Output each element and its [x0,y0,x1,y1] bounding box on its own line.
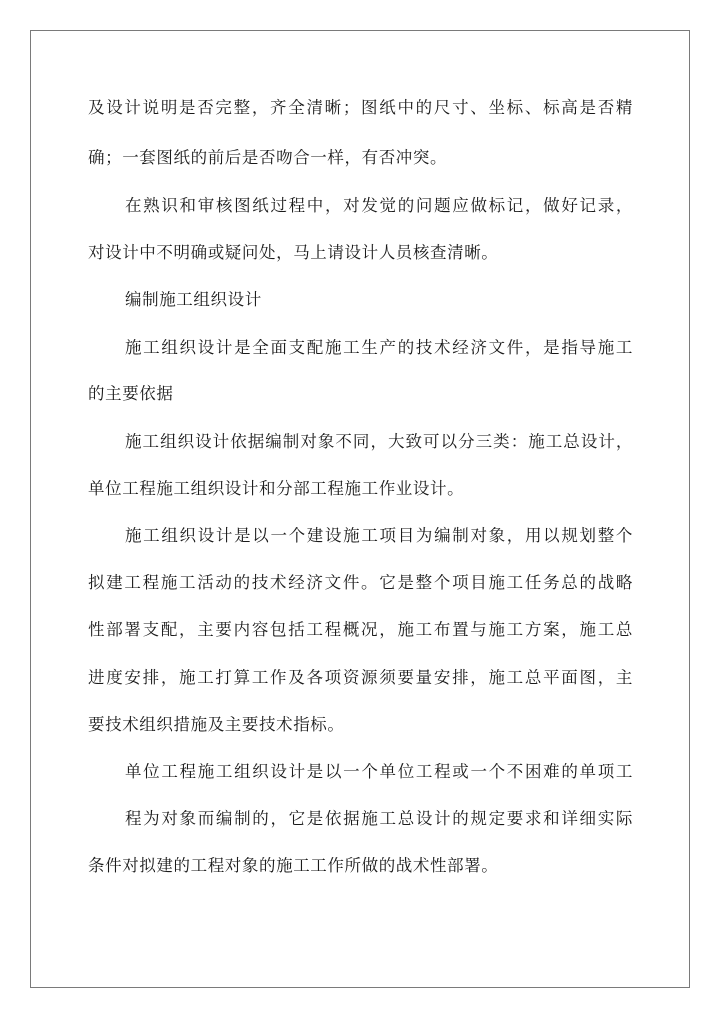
text-line: 进度安排，施工打算工作及各项资源须要量安排，施工总平面图，主 [88,668,633,687]
text-line: 拟建工程施工活动的技术经济文件。它是整个项目施工任务总的战略 [88,573,633,592]
text-line: 施工组织设计依据编制对象不同，大致可以分三类：施工总设计， [125,432,633,451]
text-line: 在熟识和审核图纸过程中，对发觉的问题应做标记，做好记录， [125,196,633,215]
text-line: 及设计说明是否完整，齐全清晰；图纸中的尺寸、坐标、标高是否精 [88,98,633,117]
text-line: 单位工程施工组织设计是以一个单位工程或一个不困难的单项工 [125,762,633,781]
text-line: 程为对象而编制的，它是依据施工总设计的规定要求和详细实际 [125,809,633,828]
text-line: 施工组织设计是以一个建设施工项目为编制对象，用以规划整个 [125,526,633,545]
text-line: 施工组织设计是全面支配施工生产的技术经济文件，是指导施工 [125,338,633,357]
text-line: 单位工程施工组织设计和分部工程施工作业设计。 [88,479,465,498]
page-border [30,30,690,988]
text-line: 条件对拟建的工程对象的施工工作所做的战术性部署。 [88,856,499,875]
text-line: 确；一套图纸的前后是否吻合一样，有否冲突。 [88,148,448,167]
text-line: 性部署支配，主要内容包括工程概况，施工布置与施工方案，施工总 [88,620,633,639]
text-line: 对设计中不明确或疑问处，马上请设计人员核查清晰。 [88,243,499,262]
text-line: 的主要依据 [88,384,174,403]
text-line: 要技术组织措施及主要技术指标。 [88,715,345,734]
section-heading: 编制施工组织设计 [125,290,262,309]
